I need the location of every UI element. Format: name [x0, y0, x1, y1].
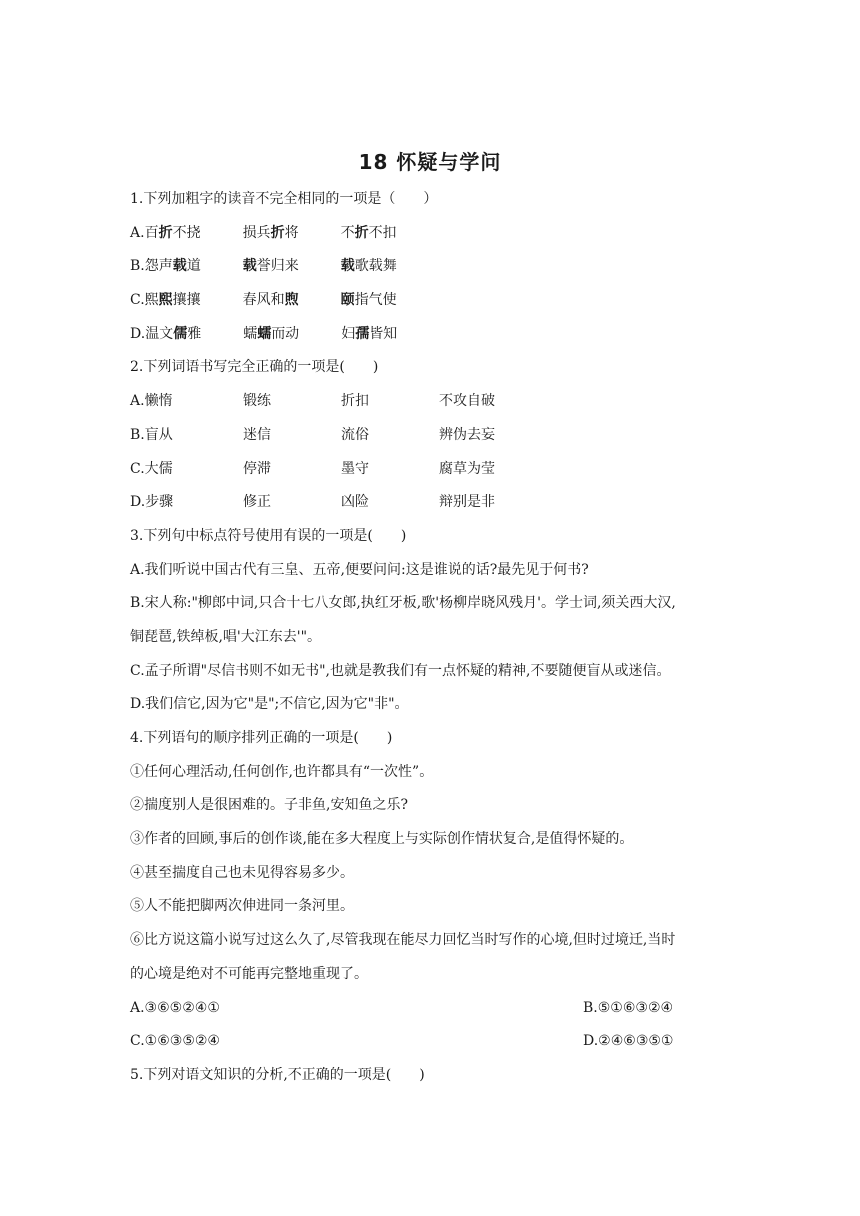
- q2-word: [130, 489, 243, 515]
- q1-word: [145, 321, 243, 347]
- bold-character: 载: [242, 258, 257, 275]
- q1-word: [243, 220, 341, 246]
- bold-character: 折: [158, 224, 173, 241]
- option-label: B.: [130, 258, 145, 275]
- q4-option-a: A.③⑥⑤②④①: [130, 999, 220, 1016]
- q2-word: [439, 456, 495, 482]
- bold-character: 载: [340, 258, 355, 275]
- q4-sentence-6-cont: 的心境是绝对不可能再完整地重现了。: [130, 965, 368, 982]
- bold-character: 折: [354, 224, 369, 241]
- q4-stem: 4.下列语句的顺序排列正确的一项是( ): [130, 730, 393, 746]
- word-text: 不攻自破: [439, 393, 495, 410]
- word-text: 盲从: [144, 426, 173, 443]
- word-part: 歌载舞: [354, 258, 397, 275]
- q1-word: [341, 287, 439, 313]
- q3-option-d: D.我们信它,因为它"是";不信它,因为它"非"。: [130, 696, 409, 713]
- word-part: 蠕: [243, 325, 258, 342]
- word-text: 修正: [243, 494, 271, 511]
- q4-sentence-1: ①任何心理活动,任何创作,也许都具有“一次性”。: [130, 763, 434, 780]
- q2-word: [439, 489, 495, 515]
- q3-option-c: C.孟子所谓"尽信书则不如无书",也就是教我们有一点怀疑的精神,不要随便盲从或迷信。: [130, 662, 671, 679]
- word-text: 步骤: [145, 494, 174, 511]
- bold-character: 载: [172, 258, 187, 275]
- word-text: 流俗: [341, 426, 369, 443]
- option-label: C.: [130, 460, 145, 477]
- word-part: 不: [340, 224, 355, 241]
- word-part: 温文: [145, 325, 174, 342]
- word-part: 道: [186, 258, 201, 275]
- word-part: 誉归来: [256, 258, 299, 275]
- q3-option-a: A.我们听说中国古代有三皇、五帝,便要问问:这是谁说的话?最先见于何书?: [130, 561, 589, 578]
- q2-option-a: [130, 388, 730, 422]
- option-label: D.: [130, 494, 146, 511]
- option-label: A.: [130, 224, 145, 241]
- word-part: 不挠: [172, 224, 201, 241]
- q4-sentence-5: ⑤人不能把脚两次伸进同一条河里。: [130, 898, 354, 915]
- q1-word: [243, 287, 341, 313]
- q1-option-a: [130, 220, 730, 254]
- bold-character: 颐: [340, 292, 355, 309]
- word-text: 锻练: [243, 393, 271, 410]
- q2-option-b: [130, 422, 730, 456]
- q1-stem: 1.下列加粗字的读音不完全相同的一项是（ ）: [130, 191, 438, 207]
- q4-sentence-3: ③作者的回顾,事后的创作谈,能在多大程度上与实际创作情状复合,是值得怀疑的。: [130, 831, 634, 848]
- q4-sentence-6: ⑥比方说这篇小说写过这么久了,尽管我现在能尽力回忆当时写作的心境,但时过境迁,当时: [130, 932, 676, 949]
- q5-stem: 5.下列对语文知识的分析,不正确的一项是( ): [130, 1066, 425, 1083]
- q4-options-row-1: [130, 995, 730, 1029]
- bold-character: 孺: [355, 325, 370, 342]
- q2-word: [439, 388, 495, 414]
- q1-option-c: [130, 287, 730, 321]
- q4-sentence-4: ④甚至揣度自己也未见得容易多少。: [130, 864, 354, 881]
- q2-word: [243, 422, 341, 448]
- q2-word: [130, 422, 243, 448]
- q2-word: [341, 388, 439, 414]
- word-text: 大儒: [144, 460, 173, 477]
- q2-word: [341, 489, 439, 515]
- word-text: 墨守: [341, 460, 369, 477]
- word-part: 将: [284, 224, 299, 241]
- q2-word: [439, 422, 495, 448]
- page-title: 18 怀疑与学问: [358, 150, 502, 174]
- word-text: 迷信: [243, 426, 271, 443]
- q1-option-d: [130, 321, 730, 355]
- word-text: 腐草为莹: [439, 460, 495, 477]
- q1-option-b: [130, 253, 730, 287]
- q1-word: [341, 321, 439, 347]
- q2-option-c: [130, 456, 730, 490]
- word-text: 辩别是非: [439, 494, 495, 511]
- q2-word: [130, 388, 243, 414]
- word-part: 而动: [271, 325, 300, 342]
- q1-word: [341, 253, 439, 279]
- word-text: 辨伪去妄: [439, 426, 495, 443]
- word-part: 春风和: [242, 292, 285, 309]
- word-text: 凶险: [341, 494, 369, 511]
- q4-sentence-2: ②揣度别人是很困难的。子非鱼,安知鱼之乐?: [130, 797, 408, 814]
- word-part: 熙: [144, 292, 159, 309]
- q4-option-d: D.②④⑥③⑤①: [583, 1033, 674, 1050]
- q2-word: [341, 422, 439, 448]
- option-label: C.: [130, 292, 145, 309]
- q4-options-row-2: [130, 1028, 730, 1062]
- word-part: 攘攘: [172, 292, 201, 309]
- q2-word: [243, 388, 341, 414]
- word-part: 雅: [187, 325, 202, 342]
- q2-word: [243, 489, 341, 515]
- q2-option-d: [130, 489, 730, 523]
- option-label: D.: [130, 325, 146, 342]
- q2-stem: 2.下列词语书写完全正确的一项是( ): [130, 359, 379, 376]
- option-label: A.: [130, 393, 145, 410]
- q1-word: [145, 287, 243, 313]
- bold-character: 蠕: [257, 325, 272, 342]
- q1-word: [243, 321, 341, 347]
- bold-character: 儒: [173, 325, 188, 342]
- word-text: 懒惰: [144, 393, 173, 410]
- q2-word: [243, 456, 341, 482]
- word-part: 百: [144, 224, 159, 241]
- word-text: 停滞: [243, 460, 271, 477]
- bold-character: 折: [270, 224, 285, 241]
- q4-option-c: C.①⑥③⑤②④: [130, 1033, 220, 1050]
- q4-option-b: B.⑤①⑥③②④: [583, 999, 674, 1016]
- q1-word: [341, 220, 439, 246]
- option-label: B.: [130, 426, 145, 443]
- q1-word: [243, 253, 341, 279]
- bold-character: 煦: [284, 292, 299, 309]
- word-text: 折扣: [341, 393, 369, 410]
- word-part: 皆知: [369, 325, 398, 342]
- q2-word: [341, 456, 439, 482]
- word-part: 指气使: [354, 292, 397, 309]
- bold-character: 熙: [158, 292, 173, 309]
- word-part: 损兵: [242, 224, 271, 241]
- word-part: 妇: [341, 325, 356, 342]
- q1-word: [145, 253, 243, 279]
- q3-option-b: B.宋人称:"柳郎中词,只合十七八女郎,执红牙板,歌'杨柳岸晓风残月'。学士词,须关西大汉,: [130, 595, 676, 612]
- word-part: 不扣: [368, 224, 397, 241]
- question-content: [130, 186, 730, 1096]
- q3-stem: 3.下列句中标点符号使用有误的一项是( ): [130, 527, 407, 544]
- q3-option-b-cont: 铜琵琶,铁绰板,唱'大江东去'"。: [130, 628, 322, 645]
- q1-word: [145, 220, 243, 246]
- word-part: 怨声: [144, 258, 173, 275]
- q2-word: [130, 456, 243, 482]
